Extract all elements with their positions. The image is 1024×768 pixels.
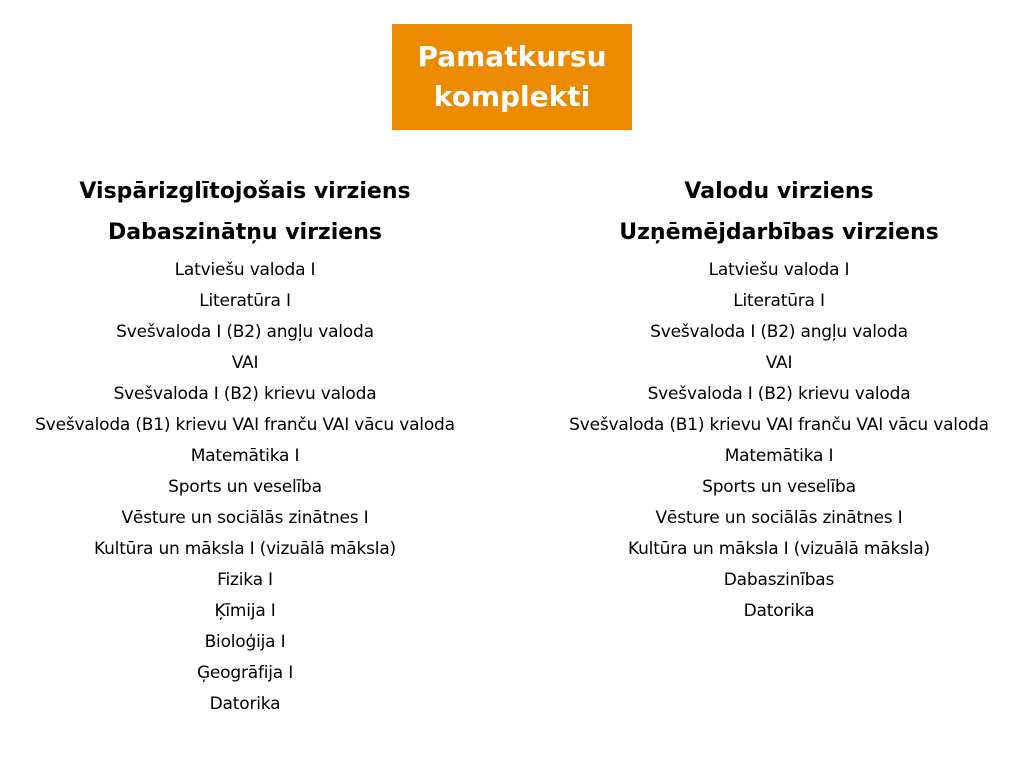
subject-item: Fizika I bbox=[217, 570, 273, 590]
subject-item: Datorika bbox=[209, 694, 281, 714]
right-heading-entrepreneurship: Uzņēmējdarbības virziens bbox=[619, 220, 939, 245]
subject-item: Svešvaloda I (B2) angļu valoda bbox=[116, 322, 374, 342]
subject-item: Kultūra un māksla I (vizuālā māksla) bbox=[94, 539, 396, 559]
left-heading-natural-sciences: Dabaszinātņu virziens bbox=[108, 220, 382, 245]
subject-item: Latviešu valoda I bbox=[708, 260, 850, 280]
title-banner bbox=[392, 24, 632, 130]
subject-item: Svešvaloda I (B2) krievu valoda bbox=[647, 384, 911, 404]
subject-item: Dabaszinības bbox=[723, 570, 835, 590]
subject-item: Bioloģija I bbox=[204, 632, 286, 652]
subject-item: Datorika bbox=[743, 601, 815, 621]
subject-item: Vēsture un sociālās zinātnes I bbox=[655, 508, 903, 528]
subject-item: Latviešu valoda I bbox=[174, 260, 316, 280]
left-subject-list bbox=[0, 255, 490, 720]
right-subject-list bbox=[534, 255, 1024, 627]
subject-item: Ģeogrāfija I bbox=[196, 663, 294, 683]
subject-item: Literatūra I bbox=[733, 291, 825, 311]
subject-item: Kultūra un māksla I (vizuālā māksla) bbox=[628, 539, 930, 559]
title-line-2: komplekti bbox=[433, 80, 591, 113]
subject-item: Svešvaloda I (B2) angļu valoda bbox=[650, 322, 908, 342]
subject-item: Matemātika I bbox=[724, 446, 834, 466]
subject-item: Svešvaloda I (B2) krievu valoda bbox=[113, 384, 377, 404]
subject-item: Vēsture un sociālās zinātnes I bbox=[121, 508, 369, 528]
subject-item: Matemātika I bbox=[190, 446, 300, 466]
subject-item: Svešvaloda (B1) krievu VAI franču VAI vācu valoda bbox=[35, 415, 455, 435]
left-column bbox=[0, 171, 490, 720]
left-heading-general: Vispārizglītojošais virziens bbox=[79, 179, 411, 204]
subject-item: Literatūra I bbox=[199, 291, 291, 311]
subject-item: VAI bbox=[765, 353, 793, 373]
title-line-1: Pamatkursu bbox=[417, 40, 607, 73]
subject-item: Ķīmija I bbox=[214, 601, 276, 621]
right-column bbox=[534, 171, 1024, 627]
subject-item: Sports un veselība bbox=[168, 477, 322, 497]
subject-item: Sports un veselība bbox=[702, 477, 856, 497]
subject-item: Svešvaloda (B1) krievu VAI franču VAI vācu valoda bbox=[569, 415, 989, 435]
right-heading-languages: Valodu virziens bbox=[684, 179, 874, 204]
subject-item: VAI bbox=[231, 353, 259, 373]
